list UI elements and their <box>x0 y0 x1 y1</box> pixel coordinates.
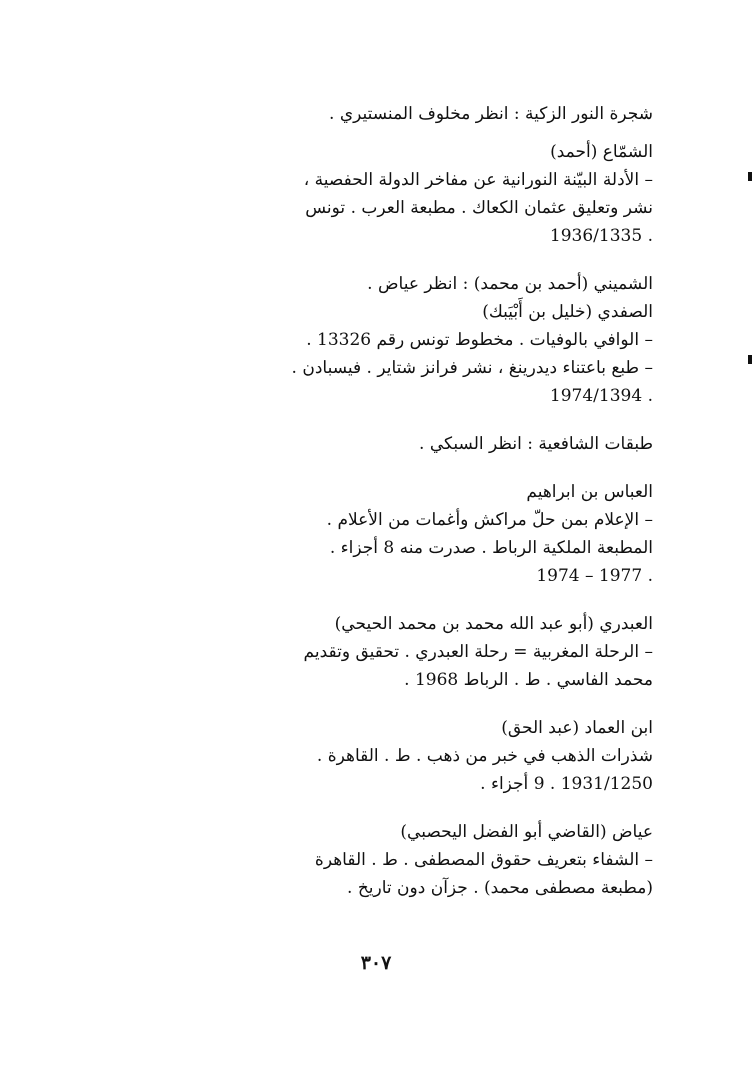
entry-line: – الشفاء بتعريف حقوق المصطفى . ط . القاهرة <box>314 850 653 870</box>
entry-heading: الصفدي (خليل بن أَبْيَبك) <box>482 302 653 322</box>
entry-line: نشر وتعليق عثمان الكعاك . مطبعة العرب . تونس <box>305 198 653 218</box>
edge-mark <box>748 355 752 364</box>
entry-line: – الرحلة المغربية = رحلة العبدري . تحقيق وتقديم <box>303 642 653 662</box>
entry <box>100 138 653 250</box>
entry-line: – الأدلة البيّنة النورانية عن مفاخر الدولة الحفصية ، <box>303 170 653 190</box>
entry-line: – الإعلام بمن حلّ مراكش وأغمات من الأعلام . <box>326 510 653 530</box>
entry <box>100 478 653 590</box>
entry <box>100 610 653 694</box>
entry-heading: العباس بن ابراهيم <box>526 482 653 502</box>
entry-heading: الشميني (أحمد بن محمد) : انظر عياض . <box>367 274 653 294</box>
entry <box>100 430 653 458</box>
entry-line: . 1936/1335 <box>549 226 653 246</box>
entry-heading: الشمّاع (أحمد) <box>550 142 653 162</box>
entry-line: (مطبعة مصطفى محمد) . جزآن دون تاريخ . <box>347 878 653 898</box>
entry-line: شذرات الذهب في خبر من ذهب . ط . القاهرة . <box>316 746 653 766</box>
edge-mark <box>748 172 752 181</box>
entry <box>100 714 653 798</box>
entry-heading: العبدري (أبو عبد الله محمد بن محمد الحيحي) <box>334 614 653 634</box>
entry <box>100 270 653 410</box>
entry <box>100 818 653 902</box>
entry-heading: عياض (القاضي أبو الفضل اليحصبي) <box>400 822 653 842</box>
page-number: ٣٠٧ <box>360 952 392 974</box>
entry-line: محمد الفاسي . ط . الرباط 1968 . <box>404 670 653 690</box>
entry-heading: ابن العماد (عبد الحق) <box>501 718 653 738</box>
entry-line: – طبع باعتناء ديدرينغ ، نشر فرانز شتاير . فيسبادن . <box>291 358 653 378</box>
entry-line: المطبعة الملكية الرباط . صدرت منه 8 أجزاء . <box>329 538 653 558</box>
entry-line: طبقات الشافعية : انظر السبكي . <box>419 434 653 454</box>
page-body <box>100 100 653 902</box>
entry-line: – الوافي بالوفيات . مخطوط تونس رقم 13326 . <box>306 330 653 350</box>
entry-line: شجرة النور الزكية : انظر مخلوف المنستيري . <box>329 104 653 124</box>
entry-line: . 1977 – 1974 <box>536 566 653 586</box>
entry-line: . 1974/1394 <box>549 386 653 406</box>
entry-line: 1931/1250 . 9 أجزاء . <box>480 774 653 794</box>
entry <box>100 100 653 128</box>
